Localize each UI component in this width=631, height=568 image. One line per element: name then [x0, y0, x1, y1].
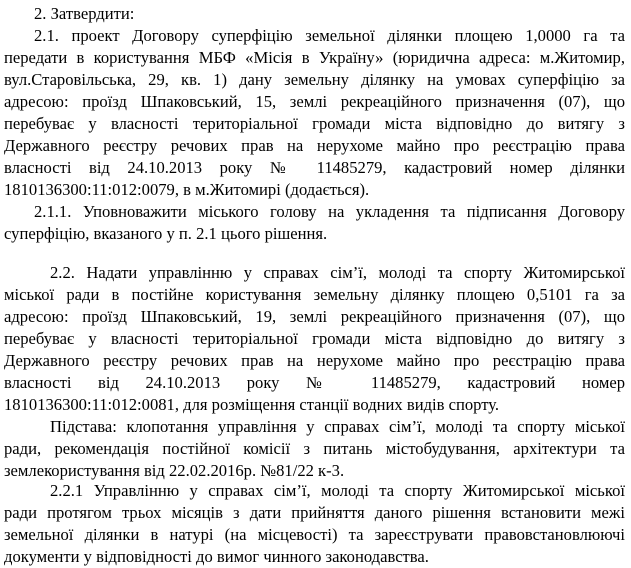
paragraph-line: 2.1.1. Уповноважити міського голову на укладення та підписання Договору: [34, 202, 625, 221]
paragraph-line: ради, рекомендація постійної комісії з питань містобудування, архітектури та: [4, 439, 625, 458]
paragraph-line: міської ради в постійне користування земельну ділянку площею 0,5101 га за: [4, 285, 625, 304]
paragraph-line: землекористування від 22.02.2016р. №81/22 к-3.: [4, 461, 345, 480]
paragraph-line: 1810136300:11:012:0081, для розміщення станції водних видів спорту.: [4, 395, 500, 414]
paragraph-line: суперфіцію, вказаного у п. 2.1 цього рішення.: [4, 224, 328, 243]
paragraph-line: адресою: проїзд Шпаковський, 19, землі рекреаційного призначення (07), що: [4, 307, 625, 326]
paragraph-line: власності від 24.10.2013 року № 11485279, кадастровий номер: [4, 373, 625, 392]
paragraph-line: власності від 24.10.2013 року № 11485279, кадастровий номер ділянки: [4, 158, 625, 177]
paragraph-line: Державного реєстру речових прав на нерухоме майно про реєстрацію права: [4, 136, 625, 155]
paragraph-line: Підстава: клопотання управління у справах сім’ї, молоді та спорту міської: [50, 417, 625, 436]
paragraph-line: перебуває у власності територіальної громади міста відповідно до витягу з: [4, 114, 625, 133]
paragraph-line: 2.2. Надати управлінню у справах сім’ї, молоді та спорту Житомирської: [50, 263, 625, 282]
paragraph-line: ради протягом трьох місяців з дати прийняття даного рішення встановити межі: [4, 503, 625, 522]
heading-approve: 2. Затвердити:: [34, 4, 135, 23]
paragraph-line: вул.Старовільська, 29, кв. 1) дану земельну ділянку на умовах суперфіцію за: [4, 70, 625, 89]
paragraph-line: 2.2.1 Управлінню у справах сім’ї, молоді та спорту Житомирської міської: [50, 481, 625, 500]
paragraph-line: передати в користування МБФ «Місія в Україну» (юридична адреса: м.Житомир,: [4, 48, 625, 67]
paragraph-line: документи у відповідності до вимог чинного законодавства.: [4, 547, 429, 566]
paragraph-line: 1810136300:11:012:0079, в м.Житомирі (додається).: [4, 180, 370, 199]
paragraph-line: перебуває у власності територіальної громади міста відповідно до витягу з: [4, 329, 625, 348]
paragraph-line: 2.1. проект Договору суперфіцію земельної ділянки площею 1,0000 га та: [34, 26, 625, 45]
paragraph-line: земельної ділянки в натурі (на місцевості) та зареєструвати правовстановлюючі: [4, 525, 625, 544]
paragraph-line: адресою: проїзд Шпаковський, 15, землі рекреаційного призначення (07), що: [4, 92, 625, 111]
paragraph-line: Державного реєстру речових прав на нерухоме майно про реєстрацію права: [4, 351, 625, 370]
